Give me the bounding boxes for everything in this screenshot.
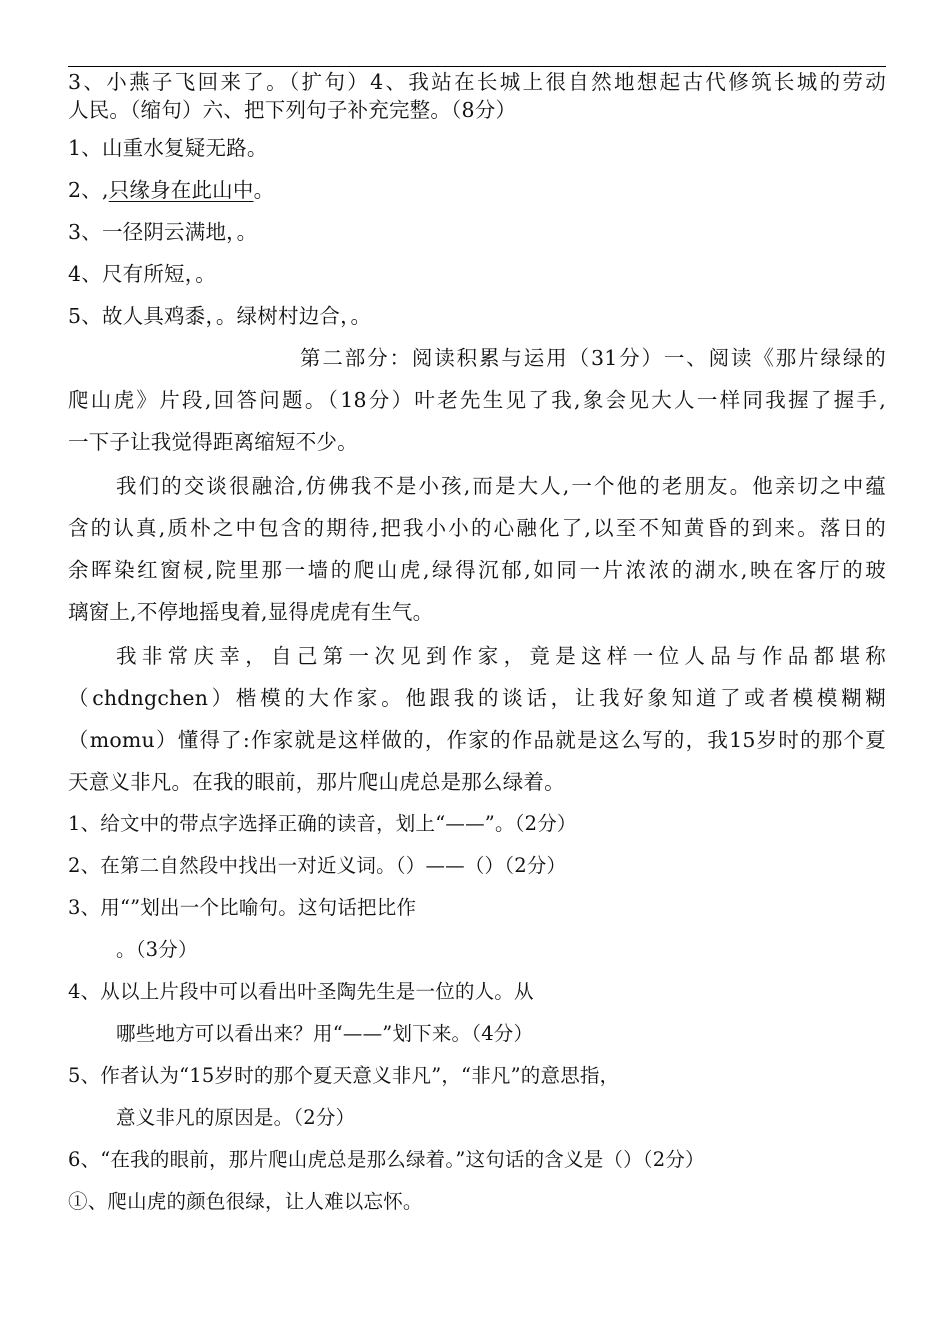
question-6-option-1: ①、爬山虎的颜色很绿，让人难以忘怀。 xyxy=(68,1190,423,1213)
passage-p2-line-3: （momu）懂得了:作家就是这样做的，作家的作品就是这么写的，我15岁时的那个夏 xyxy=(68,728,886,752)
question-3: 3、用“”划出一个比喻句。这句话把比作 xyxy=(68,896,417,919)
question-6: 6、“在我的眼前，那片爬山虎总是那么绿着。”这句话的含义是（）（2分） xyxy=(68,1148,705,1171)
question-1: 1、给文中的带点字选择正确的读音，划上“——”。（2分） xyxy=(68,812,577,835)
part2-heading-line-3: 一下子让我觉得距离缩短不少。 xyxy=(68,430,358,454)
fill-in-item-4: 4、尺有所短，。 xyxy=(68,262,216,286)
fill-in-item-1: 1、山重水复疑无路。 xyxy=(68,136,268,160)
question-3-continued: 。（3分） xyxy=(116,938,198,961)
fill-in-item-2 xyxy=(68,176,274,204)
header-rule xyxy=(68,66,886,67)
fill-in-item-2-tail: 。 xyxy=(253,178,275,202)
part2-heading-line-2: 爬山虎》片段,回答问题。（18分）叶老先生见了我,象会见大人一样同我握了握手, xyxy=(68,388,886,412)
passage-p2-line-4: 天意义非凡。在我的眼前，那片爬山虎总是那么绿着。 xyxy=(68,770,565,794)
fill-in-item-2-underlined: 只缘身在此山中 xyxy=(108,178,254,202)
question-4-continued: 哪些地方可以看出来？用“——”划下来。（4分） xyxy=(116,1022,534,1045)
question-4: 4、从以上片段中可以看出叶圣陶先生是一位的人。从 xyxy=(68,980,534,1003)
part2-heading-line-1: 第二部分：阅读积累与运用（31分）一、阅读《那片绿绿的 xyxy=(300,346,886,370)
passage-p1-line-4: 璃窗上,不停地摇曳着,显得虎虎有生气。 xyxy=(68,600,434,624)
passage-p1-line-2: 含的认真,质朴之中包含的期待,把我小小的心融化了,以至不知黄昏的到来。落日的 xyxy=(68,516,886,540)
passage-p2-line-1: 我非常庆幸，自己第一次见到作家，竟是这样一位人品与作品都堪称 xyxy=(116,644,886,668)
fill-in-item-2-prefix: 2、, xyxy=(68,178,109,202)
passage-p2-line-2: （chdngchen）楷模的大作家。他跟我的谈话，让我好象知道了或者模模糊糊 xyxy=(68,686,886,710)
header-line-2: 人民。（缩句）六、把下列句子补充完整。（8分） xyxy=(68,98,517,122)
header-line-1: 3、小燕子飞回来了。（扩句）4、我站在长城上很自然地想起古代修筑长城的劳动 xyxy=(68,70,886,94)
question-5: 5、作者认为“15岁时的那个夏天意义非凡”，“非凡”的意思指， xyxy=(68,1064,620,1087)
question-5-continued: 意义非凡的原因是。（2分） xyxy=(116,1106,356,1129)
passage-p1-line-1: 我们的交谈很融洽,仿佛我不是小孩,而是大人,一个他的老朋友。他亲切之中蕴 xyxy=(116,474,886,498)
fill-in-item-3: 3、一径阴云满地，。 xyxy=(68,220,258,244)
question-2: 2、在第二自然段中找出一对近义词。（）——（）（2分） xyxy=(68,854,567,877)
passage-p1-line-3: 余晖染红窗棂,院里那一墙的爬山虎,绿得沉郁,如同一片浓浓的湖水,映在客厅的玻 xyxy=(68,558,886,582)
fill-in-item-5: 5、故人具鸡黍，。绿树村边合，。 xyxy=(68,304,372,328)
